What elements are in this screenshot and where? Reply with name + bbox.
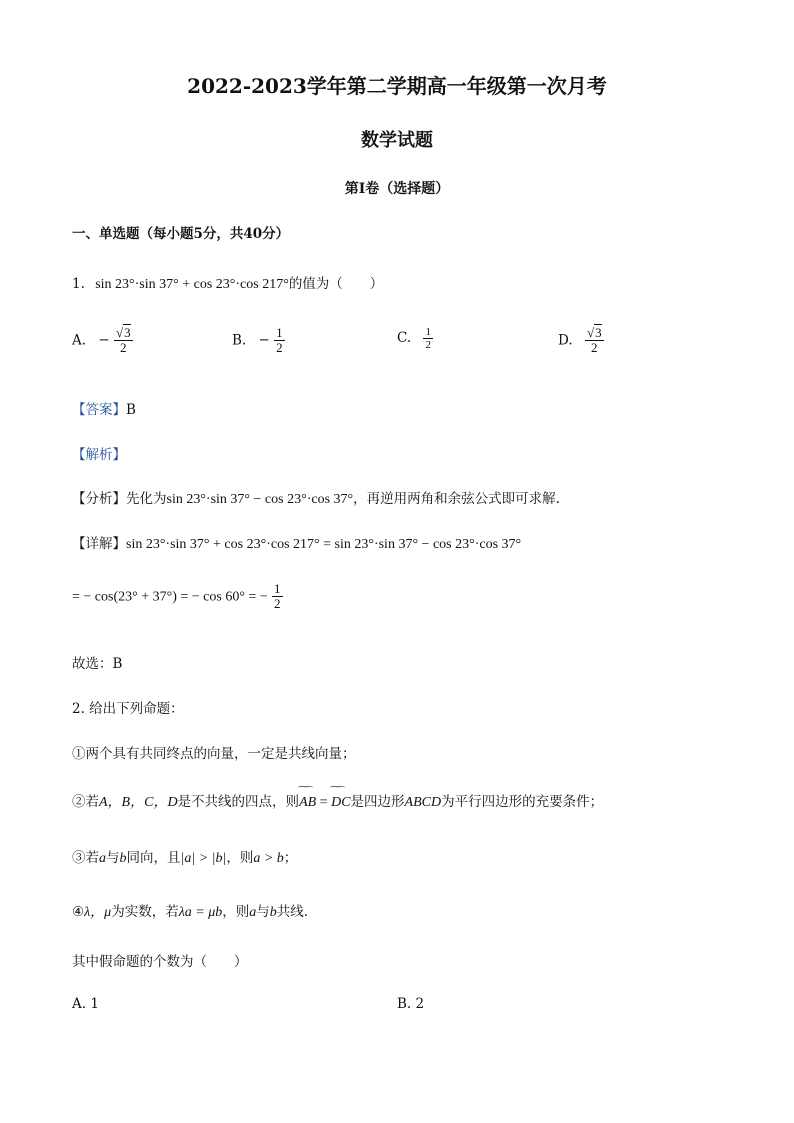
detail-fraction: $\frac{1}{2}$	[274, 581, 281, 612]
detail-line	[72, 532, 521, 553]
subject-title: 数学试题	[361, 130, 433, 151]
option-d-fraction: $\frac{√3}{2}$	[586, 325, 602, 356]
fenxi-tag: 【分析】	[72, 491, 126, 507]
question-2-option-b: B. 2	[397, 996, 425, 1012]
vector-ab: ‿‿ AB	[299, 795, 316, 811]
question-1-stem	[72, 272, 383, 293]
question-1-expression: sin 23°·sin 37° + cos 23°·cos 217°	[95, 277, 289, 292]
volume-title: 第Ⅰ卷（选择题）	[344, 181, 450, 197]
answer-value: B	[126, 402, 136, 418]
detail-tag: 【详解】	[72, 536, 126, 552]
analysis-tag: 【解析】	[72, 447, 126, 463]
option-a: A. − $\frac{√3}{2}$	[72, 325, 131, 356]
detail-line-2: = − cos(23° + 37°) = − cos 60° = − $\frac{1}{2}$	[72, 581, 281, 612]
question-1-suffix: 的值为（ ）	[288, 276, 384, 292]
question-2-stem: 2. 给出下列命题：	[72, 701, 184, 717]
section-heading: 一、单选题（每小题5分，共40分）	[72, 226, 290, 242]
answer-line	[72, 398, 136, 418]
proposition-3: ③若a与b同向，且|a| > |b|，则a > b；	[72, 850, 298, 866]
condition-linear: λa = μb	[178, 905, 223, 920]
proposition-1: ①两个具有共同终点的向量，一定是共线向量；	[72, 746, 356, 762]
option-c: C. $\frac{1}{2}$	[397, 326, 431, 352]
option-a-fraction: $\frac{√3}{2}$	[115, 325, 131, 356]
option-c-fraction: $\frac{1}{2}$	[425, 326, 431, 352]
proposition-2: ②若A，B，C，D是不共线的四点，则‿‿ AB = ‿‿ DC是四边形ABCD为平行四边形的充要条件；	[72, 790, 603, 811]
fenxi-expression: sin 23°·sin 37° − cos 23°·cos 37°	[166, 492, 354, 507]
fenxi-line: 【分析】先化为sin 23°·sin 37° − cos 23°·cos 37°，再逆用两角和余弦公式即可求解.	[72, 491, 560, 507]
answer-tag: 【答案】	[72, 402, 126, 418]
option-b-fraction: $\frac{1}{2}$	[276, 325, 283, 356]
vector-dc: ‿‿ DC	[331, 795, 350, 811]
question-2-option-a: A. 1	[72, 996, 99, 1012]
option-b: B. − $\frac{1}{2}$	[232, 325, 283, 356]
choice-line: 故选：B	[72, 656, 123, 672]
option-d: D. $\frac{√3}{2}$	[558, 325, 602, 356]
question-number: 1.	[72, 276, 85, 292]
detail-expression: sin 23°·sin 37° + cos 23°·cos 217° = sin 23°·sin 37° − cos 23°·cos 37°	[126, 537, 522, 552]
question-2-ask: 其中假命题的个数为（ ）	[72, 954, 248, 970]
exam-title: 2022-2023学年第二学期高一年级第一次月考	[187, 74, 607, 98]
condition-magnitude: |a| > |b|	[180, 851, 227, 866]
proposition-4: ④λ，μ为实数，若λa = μb，则a与b共线.	[72, 904, 309, 920]
